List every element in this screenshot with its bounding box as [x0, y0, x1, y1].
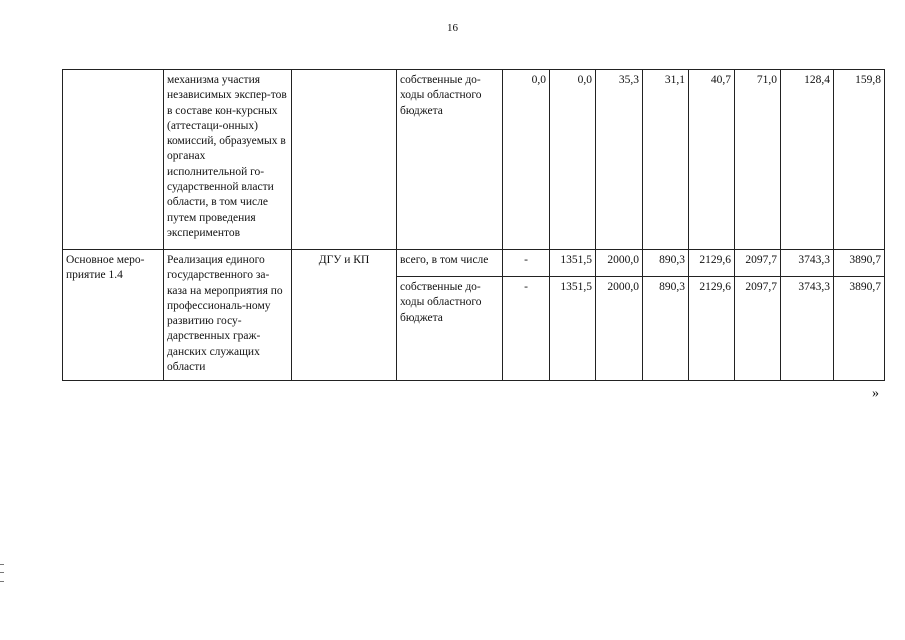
closing-quote: » [872, 386, 879, 401]
value-cell: 128,4 [781, 70, 834, 250]
value-cell: 2000,0 [596, 277, 643, 381]
value-cell: 3743,3 [781, 250, 834, 277]
value-cell: 159,8 [834, 70, 885, 250]
description-cell: Реализация единого государственного за-каза на мероприятия по профессиональ-ному развитию госу-дарственных граж-данских служащих области [164, 250, 292, 381]
page-number: 16 [447, 22, 458, 34]
value-cell: 1351,5 [550, 277, 596, 381]
executor-cell: ДГУ и КП [292, 250, 397, 381]
funding-source-cell: собственные до-ходы областного бюджета [397, 70, 503, 250]
budget-table [62, 69, 885, 381]
value-cell: 890,3 [643, 250, 689, 277]
value-cell: 0,0 [503, 70, 550, 250]
value-cell: 35,3 [596, 70, 643, 250]
value-cell: 71,0 [735, 70, 781, 250]
value-cell: 0,0 [550, 70, 596, 250]
value-cell: 40,7 [689, 70, 735, 250]
value-cell: 1351,5 [550, 250, 596, 277]
value-cell: 2129,6 [689, 277, 735, 381]
measure-cell: Основное меро-приятие 1.4 [63, 250, 164, 381]
value-cell: 890,3 [643, 277, 689, 381]
value-cell: - [503, 277, 550, 381]
description-cell: механизма участия независимых экспер-тов в составе кон-курсных (аттестаци-онных) комиссий, образуемых в органах исполнительной го-сударственной власти области, в том числе путем проведения экспериментов [164, 70, 292, 250]
executor-cell [292, 70, 397, 250]
value-cell: 2129,6 [689, 250, 735, 277]
funding-source-cell: всего, в том числе [397, 250, 503, 277]
value-cell: 2000,0 [596, 250, 643, 277]
value-cell: 2097,7 [735, 250, 781, 277]
margin-scan-mark [0, 564, 4, 582]
value-cell: 2097,7 [735, 277, 781, 381]
value-cell: 31,1 [643, 70, 689, 250]
value-cell: 3890,7 [834, 277, 885, 381]
measure-cell [63, 70, 164, 250]
value-cell: - [503, 250, 550, 277]
value-cell: 3890,7 [834, 250, 885, 277]
funding-source-cell: собственные до-ходы областного бюджета [397, 277, 503, 381]
value-cell: 3743,3 [781, 277, 834, 381]
table-row [63, 70, 885, 250]
table-row [63, 250, 885, 277]
